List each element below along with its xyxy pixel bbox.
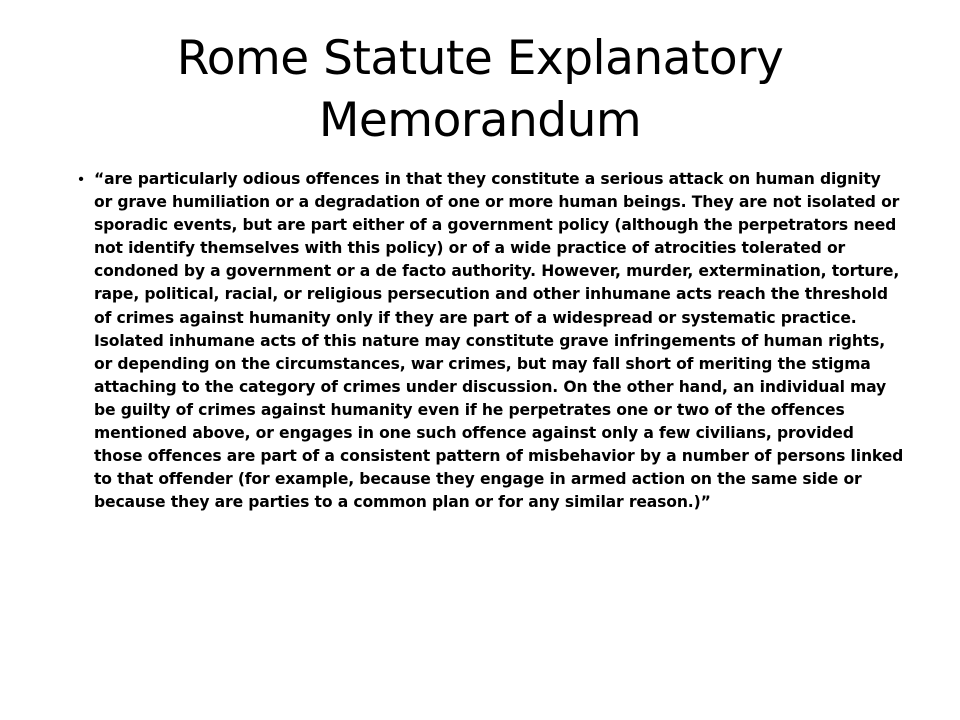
bullet-item bbox=[74, 168, 904, 514]
bullet-icon: • bbox=[78, 171, 84, 188]
memorandum-quote: “are particularly odious offences in that they constitute a serious attack on human dignity or grave humiliation or a degradation of one or more human beings. They are not isolated or sporadic events, but are part either of a government policy (although the perpetrators need not identify themselves with this policy) or of a wide practice of atrocities tolerated or condoned by a government or a de facto authority. However, murder, extermination, torture, rape, political, racial, or religious persecution and other inhumane acts reach the threshold of crimes against humanity only if they are part of a widespread or systematic practice. Isolated inhumane acts of this nature may constitute grave infringements of human rights, or depending on the circumstances, war crimes, but may fall short of meriting the stigma attaching to the category of crimes under discussion. On the other hand, an individual may be guilty of crimes against humanity even if he perpetrates one or two of the offences mentioned above, or engages in one such offence against only a few civilians, provided those offences are part of a consistent pattern of misbehavior by a number of persons linked to that offender (for example, because they engage in armed action on the same side or because they are parties to a common plan or for any similar reason.)” bbox=[94, 170, 904, 512]
slide-title: Rome Statute Explanatory Memorandum bbox=[176, 31, 784, 148]
bullet-list bbox=[74, 168, 904, 514]
